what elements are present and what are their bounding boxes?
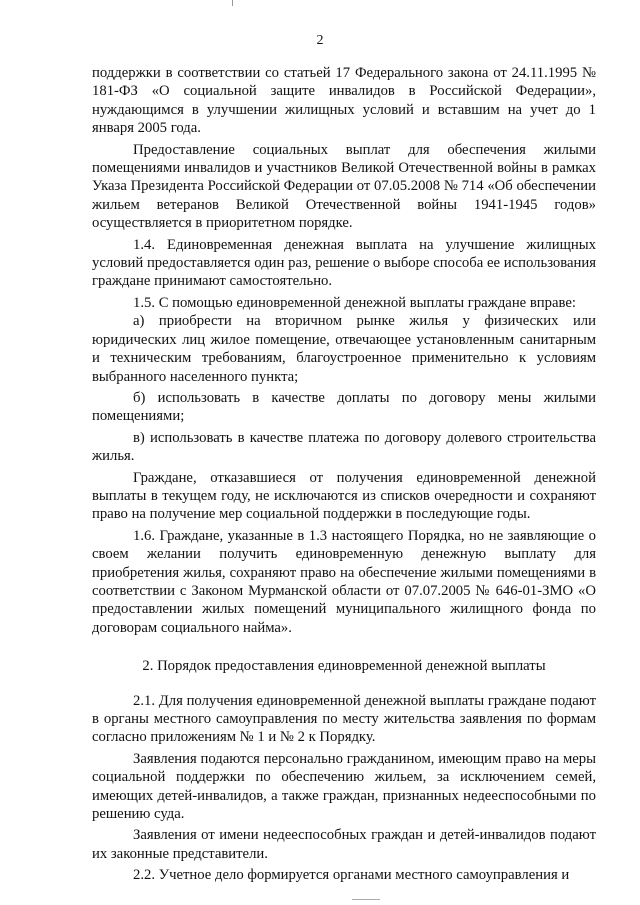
- scan-mark-bottom: [352, 899, 380, 900]
- document-body: [92, 64, 596, 885]
- paragraph-1-4: 1.4. Единовременная денежная выплата на улучшение жилищных условий предоставляется один раз, решение о выборе способа ее использования граждане принимают самостоятельно.: [92, 236, 596, 290]
- paragraph-priority: Предоставление социальных выплат для обеспечения жилыми помещениями инвалидов и участников Великой Отечественной войны в рамках Указа Президента Российской Федерации от 07.05.2008 № 714 «Об обеспечении жильем ветеранов Великой Отечественной войны 1941-1945 годов» осуществляется в приоритетном порядке.: [92, 141, 596, 232]
- paragraph-1-5-a: а) приобрести на вторичном рынке жилья у физических или юридических лиц жилое помещение, отвечающее установленным санитарным и техническим требованиям, благоустроенное применительно к условиям выбранного населенного пункта;: [92, 313, 596, 385]
- paragraph-refusal: Граждане, отказавшиеся от получения единовременной денежной выплаты в текущем году, не исключаются из списков очередности и сохраняют право на получение мер социальной поддержки в последующие годы.: [92, 469, 596, 523]
- paragraph-2-2: 2.2. Учетное дело формируется органами местного самоуправления и: [133, 867, 570, 884]
- section-heading-2: 2. Порядок предоставления единовременной денежной выплаты: [142, 658, 546, 675]
- scan-mark-top: [232, 0, 233, 6]
- paragraph-applications: Заявления подаются персонально гражданином, имеющим право на меры социальной поддержки по обеспечению жильем, за исключением семей, имеющих детей-инвалидов, а также граждан, признанных недееспособными по решению суда.: [92, 750, 596, 823]
- page-number: 2: [316, 33, 324, 48]
- paragraph-representatives: Заявления от имени недееспособных граждан и детей-инвалидов подают их законные представители.: [92, 827, 596, 862]
- paragraph-1-5-v: в) использовать в качестве платежа по договору долевого строительства жилья.: [92, 429, 596, 465]
- paragraph-1-5: 1.5. С помощью единовременной денежной выплаты граждане вправе:: [133, 294, 576, 311]
- paragraph-1-6: 1.6. Граждане, указанные в 1.3 настоящего Порядка, но не заявляющие о своем желании получить единовременную денежную выплату для приобретения жилья, сохраняют право на обеспечение жилыми помещениями в соответствии с Законом Мурманской области от 07.07.2005 № 646-01-ЗМО «О предоставлении жилых помещений муниципального жилищного фонда по договорам социального найма».: [92, 527, 596, 636]
- paragraph-2-1: 2.1. Для получения единовременной денежной выплаты граждане подают в органы местного самоуправления по месту жительства заявления по формам согласно приложениям № 1 и № 2 к Порядку.: [92, 692, 596, 746]
- paragraph-1-5-b: б) использовать в качестве доплаты по договору мены жилыми помещениями;: [92, 389, 596, 425]
- paragraph-continuation: поддержки в соответствии со статьей 17 Федерального закона от 24.11.1995 № 181-ФЗ «О социальной защите инвалидов в Российской Федерации», нуждающимся в улучшении жилищных условий и вставшим на учет до 1 января 2005 года.: [92, 65, 596, 137]
